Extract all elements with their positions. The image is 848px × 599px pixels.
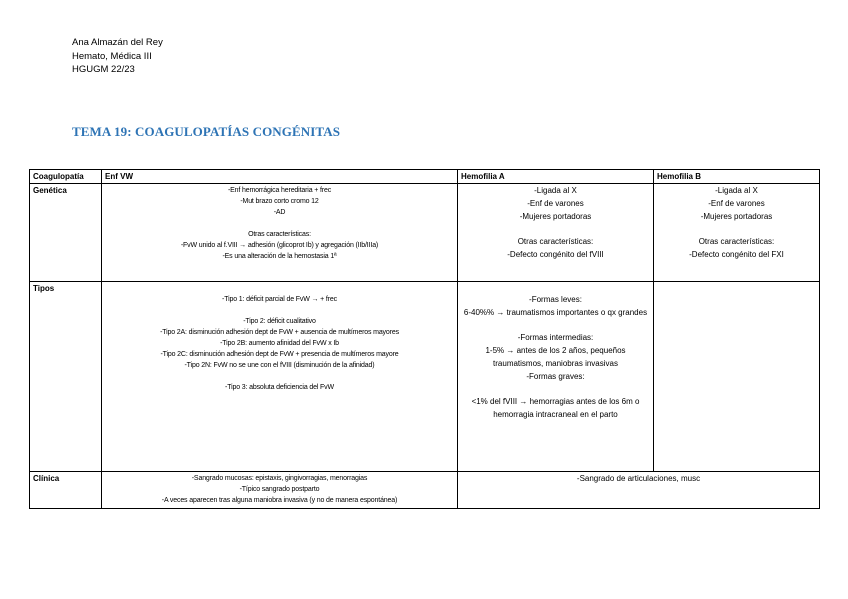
spacer (657, 223, 816, 236)
text-line: -Tipo 1: déficit parcial de FvW → + frec (222, 296, 337, 303)
row-label-tipos: Tipos (30, 282, 102, 472)
spacer (461, 384, 650, 397)
text-line: -Tipo 3: absoluta deficiencia del FvW (225, 384, 334, 391)
text-line: -Defecto congénito del FXI (689, 249, 784, 259)
cell-tipos-hemofilia-b (654, 282, 820, 472)
row-label-genetica: Genética (30, 184, 102, 282)
text-line: Otras características: (248, 231, 311, 238)
text-line: -Sangrado mucosas: epistaxis, gingivorragias, menorragias (191, 475, 368, 482)
table-row-clinica (30, 472, 820, 509)
cell-genetica-hemofilia-a (458, 184, 654, 282)
column-header-coagulopatia: Coagulopatía (30, 170, 102, 184)
text-line: <1% del fVIII → hemorragias antes de los 6m o hemorragia intracraneal en el parto (471, 397, 640, 420)
document-header (72, 36, 163, 77)
text-line: -Ligada al X (534, 186, 577, 195)
text-line: -Mut brazo corto cromo 12 (240, 198, 319, 205)
text-line: -Formas intermedias: (517, 333, 594, 343)
text-line: 6-40%% → traumatismos importantes o qx grandes (463, 307, 648, 317)
cell-genetica-vw (102, 184, 458, 282)
column-header-hemofilia-b: Hemofilia B (654, 170, 820, 184)
cell-tipos-hemofilia-a (458, 282, 654, 472)
text-line: -Tipo 2C: disminución adhesión dept de FvW + presencia de multímeros mayore (160, 351, 399, 358)
author-name: Ana Almazán del Rey (72, 37, 163, 48)
column-header-hemofilia-a: Hemofilia A (458, 170, 654, 184)
table-header-row (30, 170, 820, 184)
column-header-enf-vw: Enf VW (102, 170, 458, 184)
spacer (461, 320, 650, 333)
text-line: -Formas graves: (526, 371, 585, 381)
text-line: 1-5% → antes de los 2 años, pequeños traumatismos, maniobras invasivas (485, 346, 626, 368)
text-line: -Tipo 2B: aumento afinidad del FvW x Ib (220, 340, 339, 347)
cell-clinica-hemofilias (458, 472, 820, 509)
spacer (461, 223, 650, 236)
table-row-tipos (30, 282, 820, 472)
text-line: -Tipo 2A: disminución adhesión dept de FvW + ausencia de multímeros mayores (160, 329, 399, 336)
text-line: Otras características: (698, 237, 775, 247)
spacer (105, 305, 454, 316)
text-line: -Típico sangrado postparto (239, 486, 320, 493)
text-line: -Enf de varones (708, 198, 765, 208)
text-line: -Tipo 2N: FvW no se une con el fVIII (disminución de la afinidad) (184, 362, 375, 369)
spacer (105, 371, 454, 382)
text-line: -Enf de varones (527, 198, 584, 208)
text-line: -Mujeres portadoras (700, 211, 773, 221)
institution-year: HGUGM 22/23 (72, 64, 135, 75)
table-row-genetica (30, 184, 820, 282)
cell-genetica-hemofilia-b (654, 184, 820, 282)
text-line: -Tipo 2: déficit cualitativo (243, 318, 316, 325)
spacer (105, 218, 454, 229)
coagulopathy-table (29, 169, 820, 509)
text-line: -AD (273, 209, 286, 216)
text-line: -FvW unido al f.VIII → adhesión (glicoprot Ib) y agregación (IIb/IIIa) (180, 242, 379, 249)
text-line: -Enf hemorrágica hereditaria + frec (227, 187, 332, 194)
row-label-clinica: Clínica (30, 472, 102, 509)
text-line: -Ligada al X (715, 186, 758, 195)
text-line: Otras características: (517, 237, 594, 247)
text-line: -Mujeres portadoras (519, 211, 592, 221)
page-title: TEMA 19: COAGULOPATÍAS CONGÉNITAS (72, 124, 341, 139)
text-line: -Sangrado de articulaciones, musc (576, 474, 701, 483)
text-line: -A veces aparecen tras alguna maniobra invasiva (y no de manera espontánea) (161, 497, 398, 504)
text-line: -Es una alteración de la hemostasia 1ª (222, 253, 337, 260)
course-name: Hemato, Médica III (72, 50, 152, 62)
text-line: -Defecto congénito del fVIII (507, 249, 604, 259)
text-line: -Formas leves: (529, 295, 582, 304)
cell-tipos-vw (102, 282, 458, 472)
cell-clinica-vw (102, 472, 458, 509)
